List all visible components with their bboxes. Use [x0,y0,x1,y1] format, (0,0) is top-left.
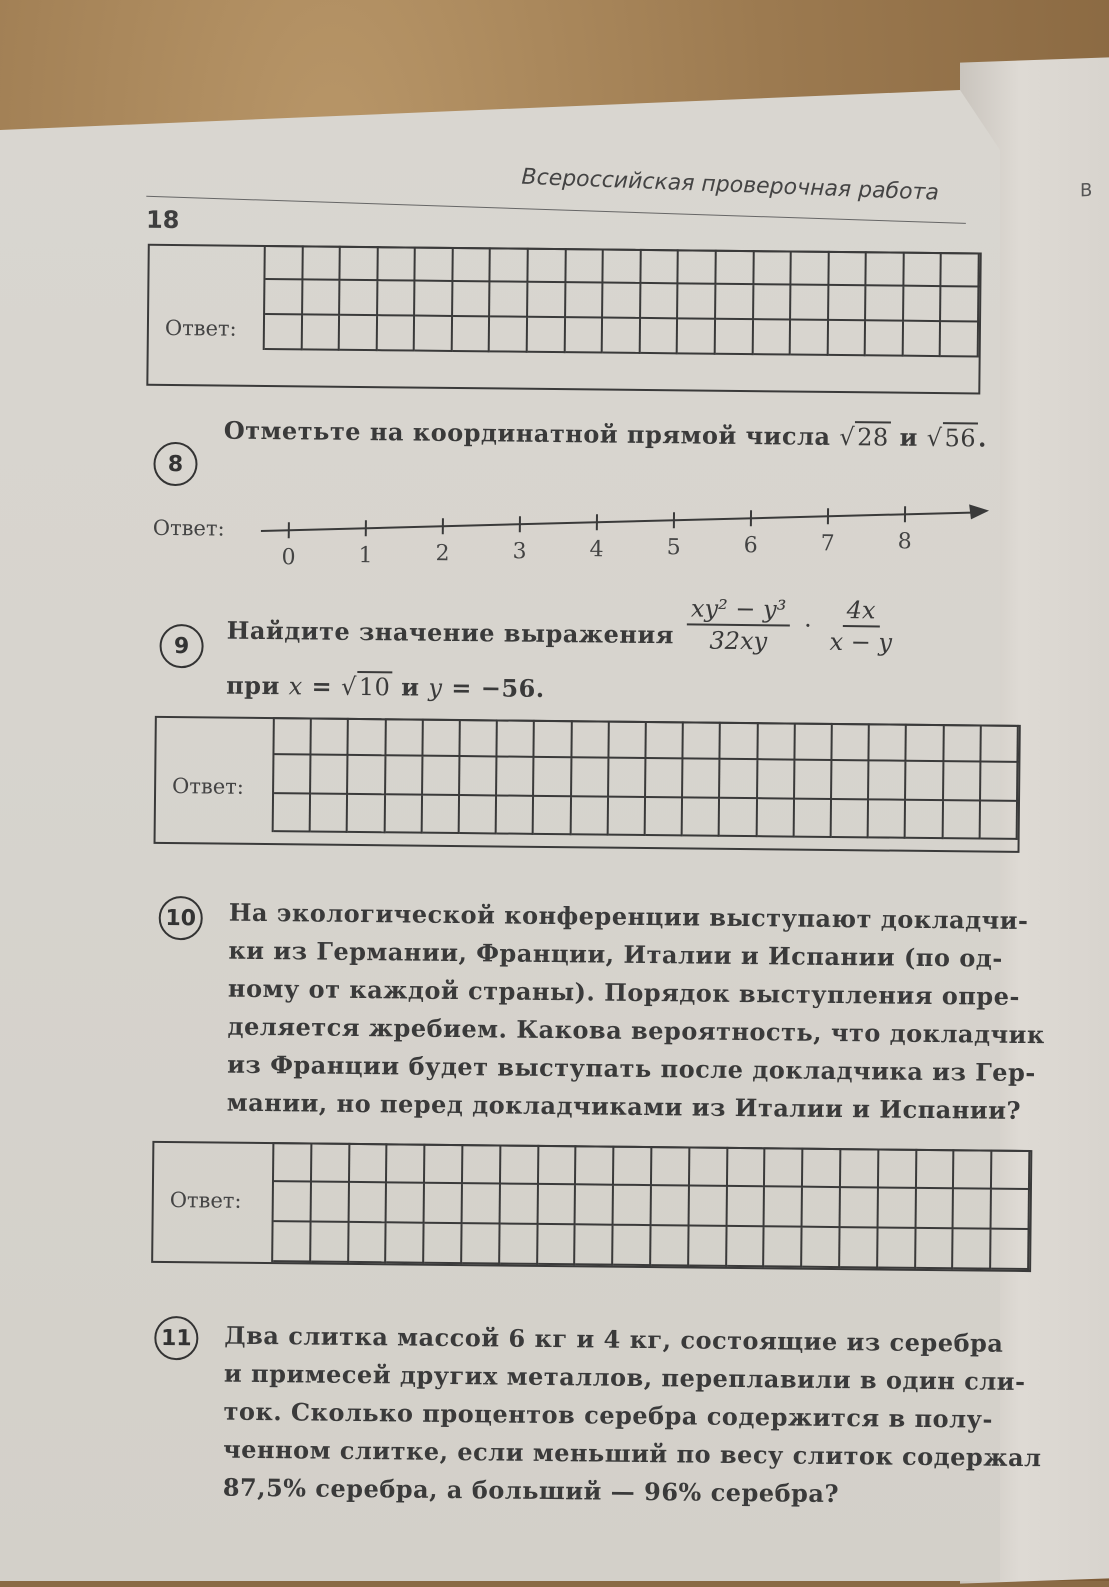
sqrt-28: √28 [839,418,891,457]
answer-cell[interactable] [604,249,642,284]
answer-cell[interactable] [829,286,867,321]
answer-cell[interactable] [828,321,866,356]
answer-cell[interactable] [501,1145,539,1185]
answer-cell[interactable] [571,797,609,836]
answer-cell[interactable] [534,758,572,797]
answer-cell[interactable] [727,1227,765,1267]
answer-cell[interactable] [753,320,791,355]
running-header-title: Всероссийская проверочная работа [521,165,939,206]
task8-text: Отметьте на координатной прямой числа [224,416,840,451]
answer-cell[interactable] [879,1148,917,1188]
answer-cell[interactable] [716,320,754,355]
answer-cell[interactable] [500,1225,538,1265]
answer-cell[interactable] [916,1189,954,1229]
axis-tick-label: 7 [821,531,835,556]
answer-cell[interactable] [878,1188,916,1228]
answer-cell[interactable] [528,318,566,353]
fraction-1-denominator: 32xy [705,626,771,657]
fraction-2 [825,595,896,658]
task10-line: из Франции будет выступать после докладчика из Гер- [227,1046,1045,1093]
axis-tick-label: 5 [667,535,681,560]
answer-cell[interactable] [903,322,941,357]
answer-cell[interactable] [425,1184,463,1224]
answer-cell[interactable] [679,249,717,284]
answer-cell[interactable] [603,284,641,319]
answer-cell[interactable] [349,1223,387,1263]
answer-label-task8: Ответ: [153,516,225,541]
answer-cell[interactable] [754,250,792,285]
task9-pri: при [226,671,289,701]
answer-cell[interactable] [538,1185,576,1225]
answer-cell[interactable] [791,320,829,355]
answer-cell[interactable] [641,284,679,319]
answer-cell[interactable] [944,724,982,763]
answer-cell[interactable] [303,245,341,280]
answer-grid-task9[interactable] [272,717,1019,840]
task11-line: и примесей других металлов, переплавили в один сли- [224,1355,1043,1402]
answer-cell[interactable] [302,315,340,350]
answer-cell[interactable] [981,763,1019,802]
answer-cell[interactable] [866,286,904,321]
answer-cell[interactable] [869,800,907,839]
answer-cell[interactable] [942,252,980,287]
answer-cell[interactable] [539,1145,577,1185]
answer-label-task10: Ответ: [170,1188,242,1213]
axis-tick-label: 8 [898,529,912,554]
task10-line: На экологической конференции выступают докладчи- [229,894,1047,941]
answer-cell[interactable] [832,800,870,839]
answer-cell[interactable] [765,1227,803,1267]
answer-cell[interactable] [904,287,942,322]
answer-cell[interactable] [425,1144,463,1184]
answer-cell[interactable] [803,1188,841,1228]
answer-cell[interactable] [907,724,945,763]
answer-cell[interactable] [757,799,795,838]
task11-line: 87,5% серебра, а больший — 96% серебра? [223,1469,1042,1516]
answer-cell[interactable] [609,759,647,798]
answer-cell[interactable] [803,1148,841,1188]
answer-cell[interactable] [566,283,604,318]
answer-cell[interactable] [303,280,341,315]
answer-cell[interactable] [274,794,312,833]
answer-cell[interactable] [273,1222,311,1262]
answer-cell[interactable] [720,798,758,837]
answer-cell[interactable] [462,1224,500,1264]
answer-cell[interactable] [754,285,792,320]
task11-line: Два слитка массой 6 кг и 4 кг, состоящие из серебра [224,1317,1043,1364]
task9-x: x [289,672,303,700]
answer-cell[interactable] [867,251,905,286]
answer-cell[interactable] [613,1226,651,1266]
task10-statement [227,894,1047,1131]
answer-cell[interactable] [350,1143,388,1183]
answer-cell[interactable] [463,1184,501,1224]
answer-cell[interactable] [683,798,721,837]
answer-cell[interactable] [684,721,722,760]
answer-cell[interactable] [490,317,528,352]
answer-grid-task7[interactable] [263,245,980,357]
answer-cell[interactable] [274,1142,312,1182]
answer-cell[interactable] [646,759,684,798]
answer-cell[interactable] [727,1187,765,1227]
axis-tick-label: 0 [281,545,295,570]
answer-cell[interactable] [535,720,573,759]
task9-line2 [226,667,545,708]
answer-cell[interactable] [832,761,870,800]
answer-cell[interactable] [386,718,424,757]
answer-cell[interactable] [829,251,867,286]
answer-cell[interactable] [953,1229,991,1269]
answer-cell[interactable] [906,800,944,839]
answer-cell[interactable] [423,719,461,758]
answer-cell[interactable] [311,756,349,795]
answer-cell[interactable] [274,755,312,794]
answer-cell[interactable] [311,1183,349,1223]
axis-tick-label: 6 [744,533,758,558]
fraction-1-numerator: xy² − y³ [687,593,791,626]
answer-cell[interactable] [274,717,312,756]
answer-cell[interactable] [992,1190,1030,1230]
answer-cell[interactable] [576,1185,614,1225]
answer-cell[interactable] [386,757,424,796]
answer-cell[interactable] [646,721,684,760]
task9-text: Найдите значение выражения [227,616,675,650]
answer-cell[interactable] [423,757,461,796]
answer-cell[interactable] [640,319,678,354]
sqrt-56: √56 [927,419,979,458]
task8-end: . [978,423,987,452]
answer-cell[interactable] [576,1145,614,1185]
answer-cell[interactable] [716,250,754,285]
answer-cell[interactable] [916,1229,954,1269]
fraction-2-numerator: 4x [843,595,880,627]
answer-cell[interactable] [565,318,603,353]
task9-y: y [428,674,442,702]
answer-cell[interactable] [265,245,303,280]
answer-cell[interactable] [340,316,378,351]
answer-cell[interactable] [980,801,1018,840]
answer-cell[interactable] [991,1230,1029,1270]
answer-cell[interactable] [348,795,386,834]
answer-label-task7: Ответ: [165,316,237,341]
answer-cell[interactable] [791,286,829,321]
answer-cell[interactable] [678,284,716,319]
task11-line: ченном слитке, если меньший по весу слиток содержал [223,1431,1042,1478]
task9-and: и [392,672,428,701]
multiply-dot: · [804,612,812,640]
coordinate-line[interactable] [260,489,991,577]
task9-val: = −56. [442,673,544,703]
answer-cell[interactable] [716,285,754,320]
answer-cell[interactable] [802,1228,840,1268]
task-number-8: 8 [153,442,197,486]
answer-cell[interactable] [652,1186,690,1226]
answer-cell[interactable] [453,247,491,282]
answer-cell[interactable] [566,248,604,283]
answer-cell[interactable] [603,319,641,354]
answer-cell[interactable] [538,1225,576,1265]
answer-cell[interactable] [941,322,979,357]
answer-cell[interactable] [720,760,758,799]
answer-cell[interactable] [941,287,979,322]
task8-statement [224,412,987,458]
answer-cell[interactable] [340,281,378,316]
answer-cell[interactable] [906,762,944,801]
task9-eq: = [303,671,342,700]
answer-cell[interactable] [614,1146,652,1186]
task11-line: ток. Сколько процентов серебра содержится в полу- [223,1393,1042,1440]
answer-cell[interactable] [791,251,829,286]
answer-cell[interactable] [415,317,453,352]
answer-cell[interactable] [497,758,535,797]
answer-cell[interactable] [904,252,942,287]
answer-cell[interactable] [678,319,716,354]
answer-cell[interactable] [765,1147,803,1187]
answer-cell[interactable] [758,761,796,800]
answer-cell[interactable] [498,719,536,758]
answer-cell[interactable] [765,1187,803,1227]
answer-cell[interactable] [378,246,416,281]
sqrt-10: √10 [341,668,393,707]
answer-cell[interactable] [652,1146,690,1186]
answer-cell[interactable] [349,718,387,757]
answer-cell[interactable] [500,1185,538,1225]
answer-cell[interactable] [385,795,423,834]
answer-cell[interactable] [954,1149,992,1189]
task-number-10: 10 [159,896,203,940]
answer-cell[interactable] [528,283,566,318]
answer-cell[interactable] [424,1224,462,1264]
answer-cell[interactable] [378,281,416,316]
answer-cell[interactable] [576,1225,614,1265]
axis-tick-label: 3 [512,539,526,564]
answer-cell[interactable] [795,723,833,762]
answer-cell[interactable] [954,1189,992,1229]
answer-cell[interactable] [609,721,647,760]
answer-cell[interactable] [312,718,350,757]
fraction-1 [687,593,791,656]
answer-cell[interactable] [758,722,796,761]
answer-cell[interactable] [689,1186,727,1226]
answer-cell[interactable] [349,1183,387,1223]
answer-cell[interactable] [528,248,566,283]
answer-cell[interactable] [377,316,415,351]
answer-cell[interactable] [869,762,907,801]
answer-cell[interactable] [387,1183,425,1223]
answer-cell[interactable] [944,762,982,801]
fraction-2-denominator: x − y [825,627,896,658]
answer-cell[interactable] [943,801,981,840]
answer-cell[interactable] [311,1223,349,1263]
answer-cell[interactable] [878,1228,916,1268]
answer-cell[interactable] [614,1186,652,1226]
answer-cell[interactable] [641,249,679,284]
answer-grid-task10[interactable] [271,1142,1030,1270]
answer-cell[interactable] [608,797,646,836]
answer-cell[interactable] [348,756,386,795]
axis-tick-label: 1 [358,543,372,568]
answer-cell[interactable] [463,1144,501,1184]
answer-cell[interactable] [572,720,610,759]
answer-cell[interactable] [690,1146,728,1186]
answer-cell[interactable] [870,723,908,762]
answer-cell[interactable] [387,1223,425,1263]
page-number: 18 [146,206,180,234]
task9-expression [687,593,897,657]
axis-tick-label: 2 [435,541,449,566]
answer-label-task9: Ответ: [172,774,244,799]
task10-line: мании, но перед докладчиками из Италии и Испании? [227,1084,1045,1131]
answer-cell[interactable] [312,1143,350,1183]
answer-cell[interactable] [460,757,498,796]
answer-cell[interactable] [840,1228,878,1268]
answer-cell[interactable] [422,795,460,834]
task10-line: ному от каждой страны). Порядок выступления опре- [228,970,1046,1017]
task10-line: ки из Германии, Франции, Италии и Испании (по од- [228,932,1046,979]
task8-conj: и [891,423,927,452]
answer-cell[interactable] [265,280,303,315]
answer-cell[interactable] [795,761,833,800]
next-page-letter: В [1080,180,1092,201]
answer-cell[interactable] [415,282,453,317]
answer-cell[interactable] [460,719,498,758]
answer-cell[interactable] [832,723,870,762]
answer-cell[interactable] [866,321,904,356]
answer-cell[interactable] [683,760,721,799]
answer-cell[interactable] [794,799,832,838]
answer-cell[interactable] [497,796,535,835]
answer-cell[interactable] [841,1188,879,1228]
answer-cell[interactable] [981,725,1019,764]
answer-cell[interactable] [917,1149,955,1189]
answer-cell[interactable] [265,315,303,350]
answer-cell[interactable] [311,794,349,833]
answer-cell[interactable] [453,282,491,317]
task-number-11: 11 [154,1316,198,1360]
task-number-9: 9 [159,624,203,668]
answer-cell[interactable] [453,317,491,352]
answer-cell[interactable] [689,1226,727,1266]
answer-cell[interactable] [646,798,684,837]
answer-cell[interactable] [841,1148,879,1188]
task9-line1 [227,612,675,655]
answer-cell[interactable] [572,759,610,798]
answer-cell[interactable] [491,282,529,317]
answer-cell[interactable] [416,247,454,282]
answer-cell[interactable] [728,1147,766,1187]
answer-cell[interactable] [387,1143,425,1183]
answer-cell[interactable] [341,246,379,281]
answer-cell[interactable] [491,247,529,282]
answer-cell[interactable] [534,796,572,835]
axis-tick-label: 4 [589,537,603,562]
answer-cell[interactable] [992,1150,1030,1190]
answer-cell[interactable] [460,796,498,835]
task10-line: деляется жребием. Какова вероятность, что докладчик [227,1008,1045,1055]
answer-cell[interactable] [651,1226,689,1266]
answer-cell[interactable] [721,722,759,761]
answer-cell[interactable] [274,1182,312,1222]
task11-statement [223,1317,1043,1516]
